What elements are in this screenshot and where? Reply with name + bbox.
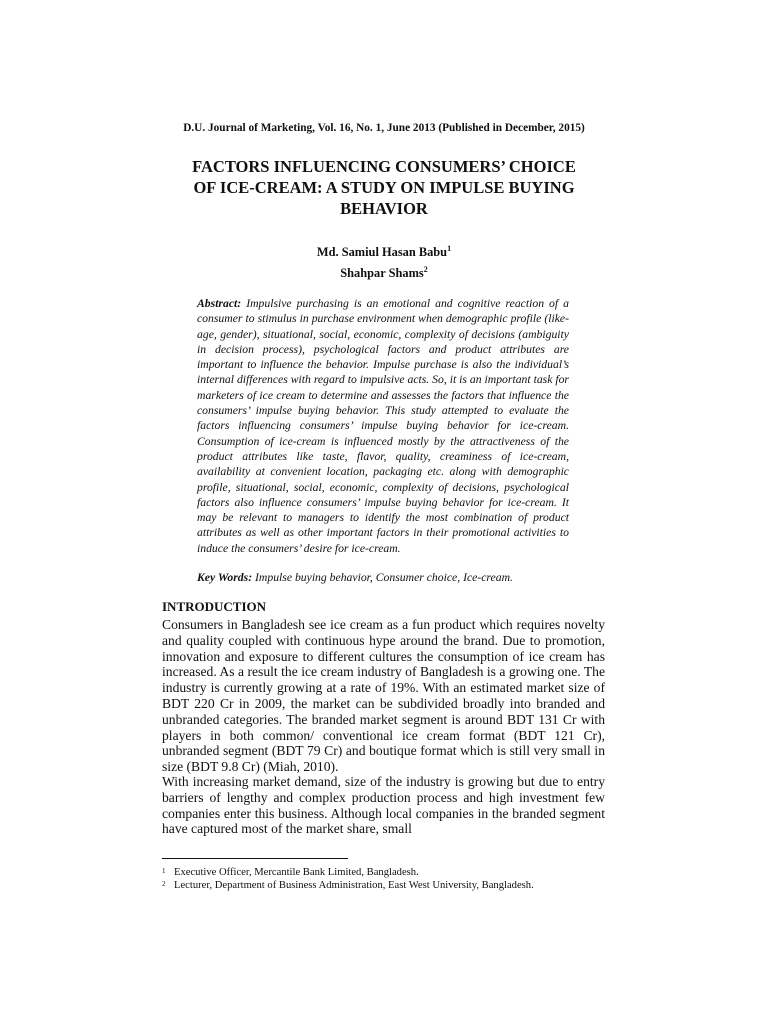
author-name: Shahpar Shams [340,266,424,281]
footnotes [162,866,605,892]
body-paragraph: Consumers in Bangladesh see ice cream as a fun product which requires novelty and quality coupled with continuous hype around the brand. Due to promotion, innovation and exposure to different cultures the consumption of ice cream has increased. As a result the ice cream industry of Bangladesh is a growing one. The industry is currently growing at a rate of 19%. With an estimated market size of BDT 220 Cr in 2009, the market can be subdivided broadly into branded and unbranded categories. The branded market segment is around BDT 131 Cr with players in both common/ conventional ice cream format (BDT 121 Cr), unbranded segment (BDT 79 Cr) and boutique format which is still very small in size (BDT 9.8 Cr) (Miah, 2010). [162,617,605,775]
footnote-text: Lecturer, Department of Business Administration, East West University, Bangladesh. [174,880,534,891]
abstract [197,296,569,556]
footnote [162,879,605,892]
author-footnote-mark: 2 [423,265,428,275]
author-name: Md. Samiul Hasan Babu [316,245,448,260]
body-paragraph: With increasing market demand, size of the industry is growing but due to entry barriers of lengthy and complex production process and high investment few companies enter this business. Although local companies in the branded segment have captured most of the market share, small [162,774,605,837]
footnote-divider [162,858,348,859]
journal-header: D.U. Journal of Marketing, Vol. 16, No. 1, June 2013 (Published in December, 2015) [183,122,585,134]
title-line: OF ICE-CREAM: A STUDY ON IMPULSE BUYING [193,178,575,197]
footnote-mark: 2 [162,880,166,888]
abstract-label: Abstract: [197,297,242,310]
keywords-label: Key Words: [197,571,253,584]
author [0,261,768,282]
paper-title [140,156,628,219]
footnote-text: Executive Officer, Mercantile Bank Limited, Bangladesh. [174,867,419,878]
title-line: BEHAVIOR [340,199,428,218]
footnote [162,866,605,879]
title-line: FACTORS INFLUENCING CONSUMERS’ CHOICE [192,157,576,176]
author-footnote-mark: 1 [447,244,452,253]
author-list [0,240,768,282]
keywords [197,570,569,585]
section-heading: INTRODUCTION [162,599,267,614]
keywords-text: Impulse buying behavior, Consumer choice, Ice-cream. [255,571,513,584]
author [0,240,768,261]
footnote-mark: 1 [162,867,166,875]
abstract-text: Impulsive purchasing is an emotional and cognitive reaction of a consumer to stimulus in purchase environment when demographic profile (like- age, gender), situational, social, economic, complexity of decisions (ambiguity in decision process), psychological factors and product attributes are important to influence the behavior. Impulse purchase is also the individual’s internal differences with regard to impulsive acts. So, it is an important task for marketers of ice cream to determine and assesses the factors that influence the consumers’ impulse buying behavior. This study attempted to evaluate the factors influencing consumers’ impulse buying behavior for ice-cream. Consumption of ice-cream is influenced mostly by the attractiveness of the product attributes like taste, flavor, quality, creaminess of ice-cream, availability at convenient location, packaging etc. along with demographic profile, situational, social, economic, complexity of decisions, psychological factors also influence consumers’ impulse buying behavior for ice-cream. It may be relevant to managers to identify the most combination of product attributes as well as other important factors in their promotional activities to induce the consumers’ desire for ice-cream. [197,297,570,555]
